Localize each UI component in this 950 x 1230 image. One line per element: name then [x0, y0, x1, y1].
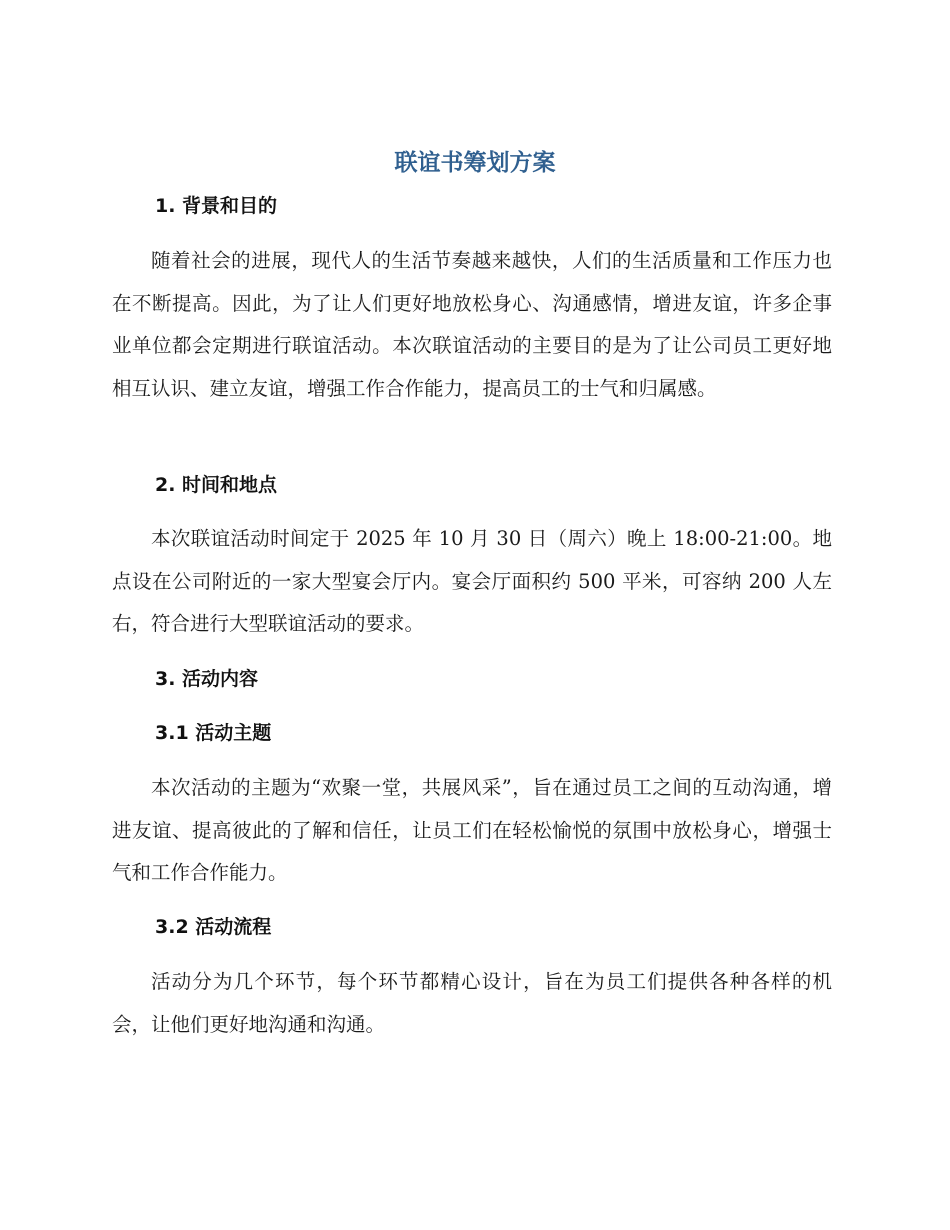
section-heading-time-location: 2. 时间和地点 — [155, 474, 278, 496]
section-paragraph-time-location: 本次联谊活动时间定于 2025 年 10 月 30 日（周六）晚上 18:00-21:00。地点设在公司附近的一家大型宴会厅内。宴会厅面积约 500 平米，可容纳 200 人左右，符合进行大型联谊活动的要求。 — [112, 527, 832, 635]
section-heading-activity-theme: 3.1 活动主题 — [155, 722, 272, 744]
section-heading-activity-process: 3.2 活动流程 — [155, 916, 272, 938]
document-title: 联谊书筹划方案 — [394, 150, 556, 176]
section-heading-background: 1. 背景和目的 — [155, 195, 278, 217]
section-paragraph-background: 随着社会的进展，现代人的生活节奏越来越快，人们的生活质量和工作压力也在不断提高。因此，为了让人们更好地放松身心、沟通感情，增进友谊，许多企事业单位都会定期进行联谊活动。本次联谊活动的主要目的是为了让公司员工更好地相互认识、建立友谊，增强工作合作能力，提高员工的士气和归属感。 — [112, 249, 832, 400]
section-paragraph-activity-theme: 本次活动的主题为“欢聚一堂，共展风采”，旨在通过员工之间的互动沟通，增进友谊、提高彼此的了解和信任，让员工们在轻松愉悦的氛围中放松身心，增强士气和工作合作能力。 — [112, 776, 832, 884]
section-heading-activity-content: 3. 活动内容 — [155, 668, 259, 690]
section-paragraph-activity-process: 活动分为几个环节，每个环节都精心设计，旨在为员工们提供各种各样的机会，让他们更好地沟通和沟通。 — [112, 970, 832, 1036]
